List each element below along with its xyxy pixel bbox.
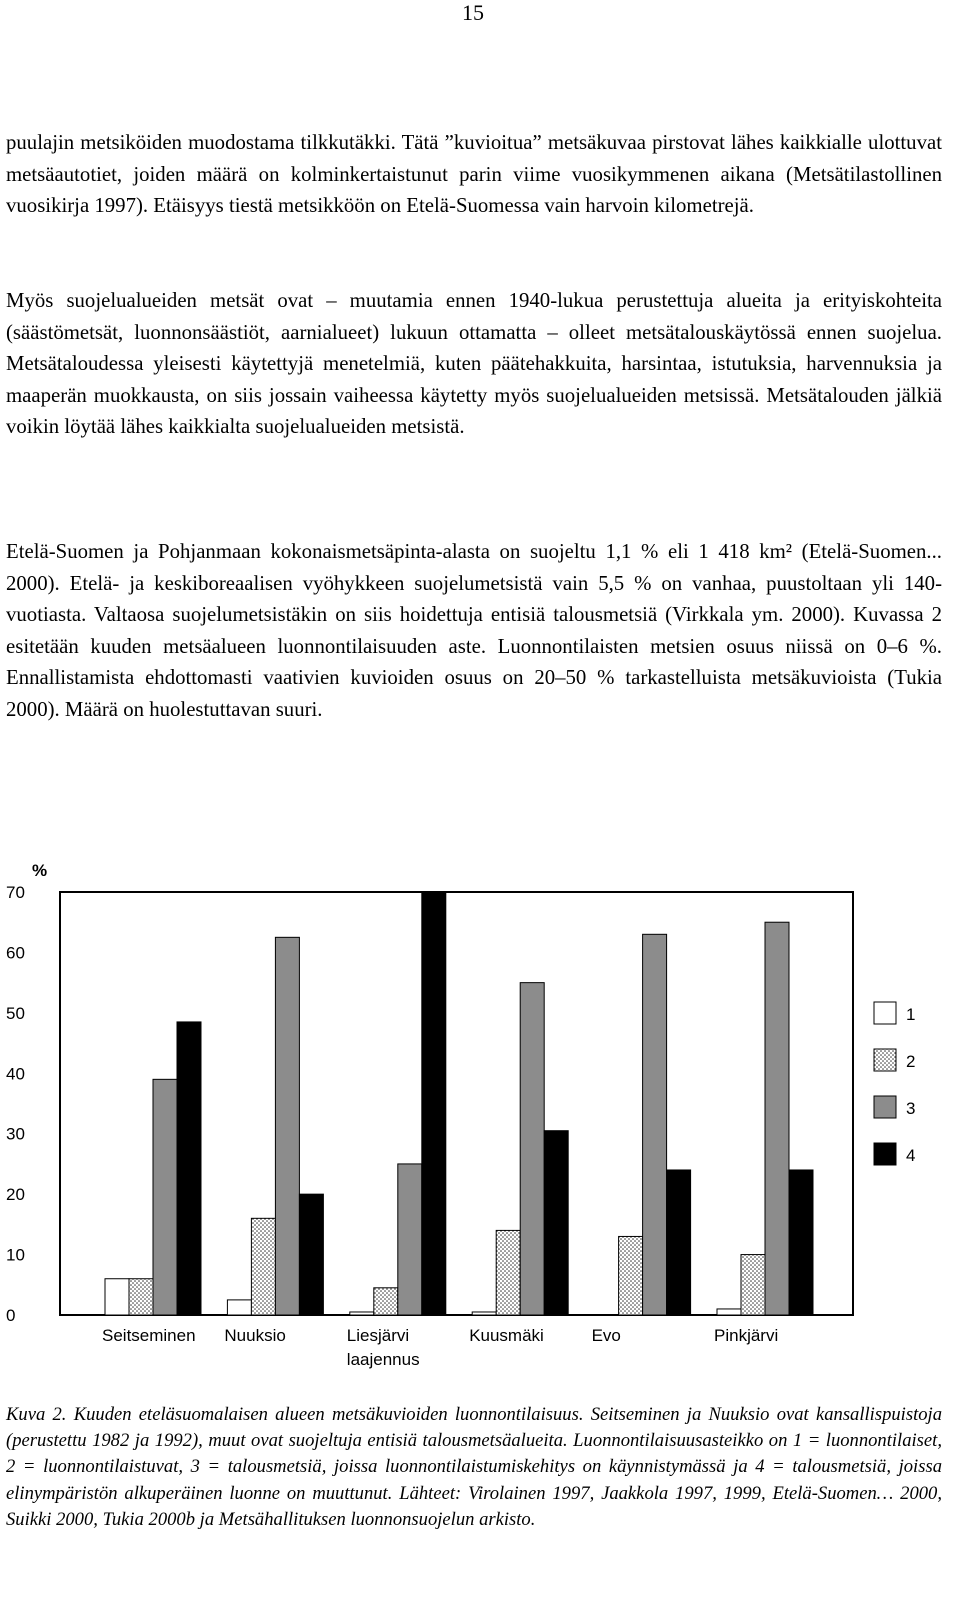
bar-4-series-3 bbox=[643, 934, 667, 1315]
bar-3-series-3 bbox=[520, 983, 544, 1315]
y-tick-label: 40 bbox=[6, 1064, 25, 1084]
paragraph-1: puulajin metsiköiden muodostama tilkkutäkki. Tätä ”kuvioitua” metsäkuvaa pirstovat lähes kaikkialle ulottuvat metsäautotiet, joiden määrä on kolminkertaistunut parin viime vuosikymmenen aikana (Metsätilastollinen vuosikirja 1997). Etäisyys tiestä metsikköön on Etelä-Suomessa vain harvoin kilometrejä. bbox=[6, 131, 942, 218]
bar-5-series-4 bbox=[789, 1170, 813, 1315]
bar-0-series-4 bbox=[177, 1022, 201, 1315]
bar-5-series-1 bbox=[717, 1309, 741, 1315]
page-number: 15 bbox=[462, 0, 484, 25]
paragraph-3: Etelä-Suomen ja Pohjanmaan kokonaismetsäpinta-alasta on suojeltu 1,1 % eli 1 418 km² (Etelä-Suomen... 2000). Etelä- ja keskiboreaalisen vyöhykkeen suojelumetsistä vain 5,5 % on vanhaa, puustoltaan yli 140-vuotiasta. Valtaosa suojelumetsistäkin on siis hoidettuja entisiä talousmetsiä (Virkkala ym. 2000). Kuvassa 2 esitetään kuuden metsäalueen luonnontilaisuuden aste. Luonnontilaisten metsien osuus niissä on 0–6 %. Ennallistamista ehdottomasti vaativien kuvioiden osuus on 20–50 % tarkastelluista metsäkuvioista (Tukia 2000). Määrä on huolestuttavan suuri. bbox=[6, 540, 942, 721]
legend-swatch-1 bbox=[874, 1002, 896, 1024]
figure-2-chart bbox=[0, 850, 960, 1380]
legend-label-3: 3 bbox=[906, 1099, 916, 1118]
bar-2-series-3 bbox=[398, 1164, 422, 1315]
y-tick-label: 30 bbox=[6, 1124, 25, 1144]
legend-label-2: 2 bbox=[906, 1052, 916, 1071]
y-tick-label: 60 bbox=[6, 943, 25, 963]
y-axis-label: % bbox=[32, 861, 48, 880]
bar-5-series-3 bbox=[765, 922, 789, 1315]
bar-2-series-2 bbox=[374, 1288, 398, 1315]
legend-swatch-2 bbox=[874, 1049, 896, 1071]
bar-1-series-2 bbox=[251, 1218, 275, 1315]
bar-3-series-2 bbox=[496, 1230, 520, 1315]
x-category-label: Pinkjärvi bbox=[714, 1326, 779, 1345]
bar-1-series-3 bbox=[275, 937, 299, 1315]
bar-2-series-4 bbox=[422, 892, 446, 1315]
bar-4-series-2 bbox=[619, 1236, 643, 1315]
paragraph-2: Myös suojelualueiden metsät ovat – muutamia ennen 1940-lukua perustettuja alueita ja erityiskohteita (säästömetsät, luonnonsäästiöt, aarnialueet) lukuun ottamatta – olleet metsätalouskäytössä ennen suojelua. Metsätaloudessa yleisesti käytettyjä menetelmiä, kuten päätehakkuita, harsintaa, istutuksia, harvennuksia ja maaperän muokkausta, on siis jossain vaiheessa käytetty myös suojelualueiden metsissä. Metsätalouden jälkiä voikin löytää lähes kaikkialta suojelualueiden metsistä. bbox=[6, 289, 942, 439]
legend-label-1: 1 bbox=[906, 1005, 916, 1024]
figure-caption bbox=[6, 1402, 942, 1533]
y-tick-label: 10 bbox=[6, 1245, 25, 1265]
bar-1-series-1 bbox=[227, 1300, 251, 1315]
bar-chart-svg bbox=[0, 850, 960, 1380]
x-category-label: Nuuksio bbox=[224, 1326, 286, 1345]
bar-0-series-1 bbox=[105, 1279, 129, 1315]
x-category-label: Liesjärvi bbox=[346, 1326, 410, 1345]
legend-swatch-3 bbox=[874, 1096, 896, 1118]
caption-text: Kuuden eteläsuomalaisen alueen metsäkuvioiden luonnontilaisuus. Seitseminen ja Nuuksio ovat kansallispuistoja (perustettu 1982 ja 1992), muut ovat suojeltuja entisiä talousmetsäalueita. Luonnontilaisuusasteikko on 1 = luonnontilaiset, 2 = luonnontilaistuvat, 3 = talousmetsiä, joissa luonnontilaistumiskehitys on käynnistymässä ja 4 = talousmetsiä, joissa elinympäristön alkuperäinen luonne on muuttunut. Lähteet: Virolainen 1997, Jaakkola 1997, 1999, Etelä-Suomen… 2000, Suikki 2000, Tukia 2000b ja Metsähallituksen luonnonsuojelun arkisto. bbox=[6, 1404, 943, 1530]
bar-5-series-2 bbox=[741, 1255, 765, 1315]
legend-swatch-4 bbox=[874, 1143, 896, 1165]
x-category-label: Seitseminen bbox=[102, 1326, 196, 1345]
bar-4-series-4 bbox=[667, 1170, 691, 1315]
y-tick-label: 0 bbox=[6, 1306, 16, 1325]
x-category-label: Evo bbox=[591, 1326, 621, 1345]
bar-2-series-1 bbox=[350, 1312, 374, 1315]
bar-0-series-3 bbox=[153, 1079, 177, 1315]
bar-0-series-2 bbox=[129, 1279, 153, 1315]
y-tick-label: 50 bbox=[6, 1003, 25, 1023]
bar-3-series-4 bbox=[544, 1131, 568, 1315]
caption-label: Kuva 2. bbox=[6, 1404, 67, 1425]
y-tick-label: 70 bbox=[6, 883, 25, 902]
x-category-label: laajennus bbox=[346, 1350, 420, 1369]
bar-3-series-1 bbox=[472, 1312, 496, 1315]
legend-label-4: 4 bbox=[906, 1146, 916, 1165]
bar-1-series-4 bbox=[299, 1194, 323, 1315]
x-category-label: Kuusmäki bbox=[469, 1326, 544, 1345]
y-tick-label: 20 bbox=[6, 1185, 25, 1205]
